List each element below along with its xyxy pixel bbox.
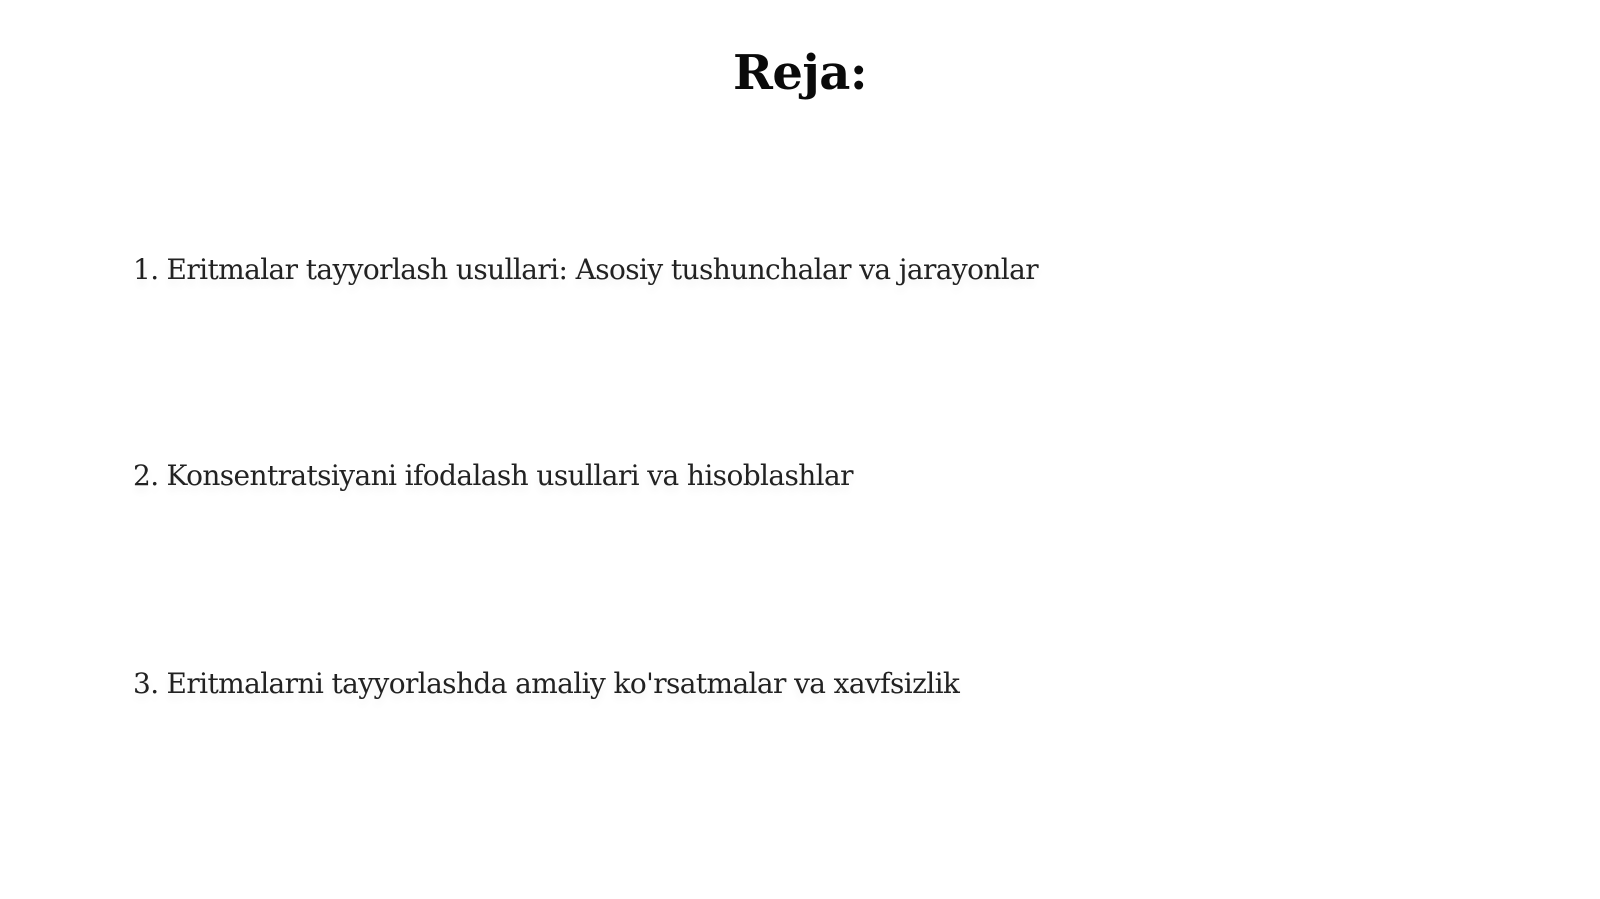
slide-title: Reja:: [732, 45, 868, 101]
plan-item-3: [133, 664, 959, 704]
plan-item-2: [133, 456, 853, 496]
plan-item-text: Eritmalar tayyorlash usullari: Asosiy tushunchalar va jarayonlar: [166, 253, 1039, 286]
plan-item-1: [133, 250, 1038, 290]
plan-item-number: 1.: [133, 253, 159, 286]
plan-item-text: Konsentratsiyani ifodalash usullari va hisoblashlar: [166, 459, 853, 492]
plan-item-number: 2.: [133, 459, 159, 492]
plan-item-number: 3.: [133, 667, 159, 700]
plan-item-text: Eritmalarni tayyorlashda amaliy ko'rsatmalar va xavfsizlik: [166, 667, 960, 700]
